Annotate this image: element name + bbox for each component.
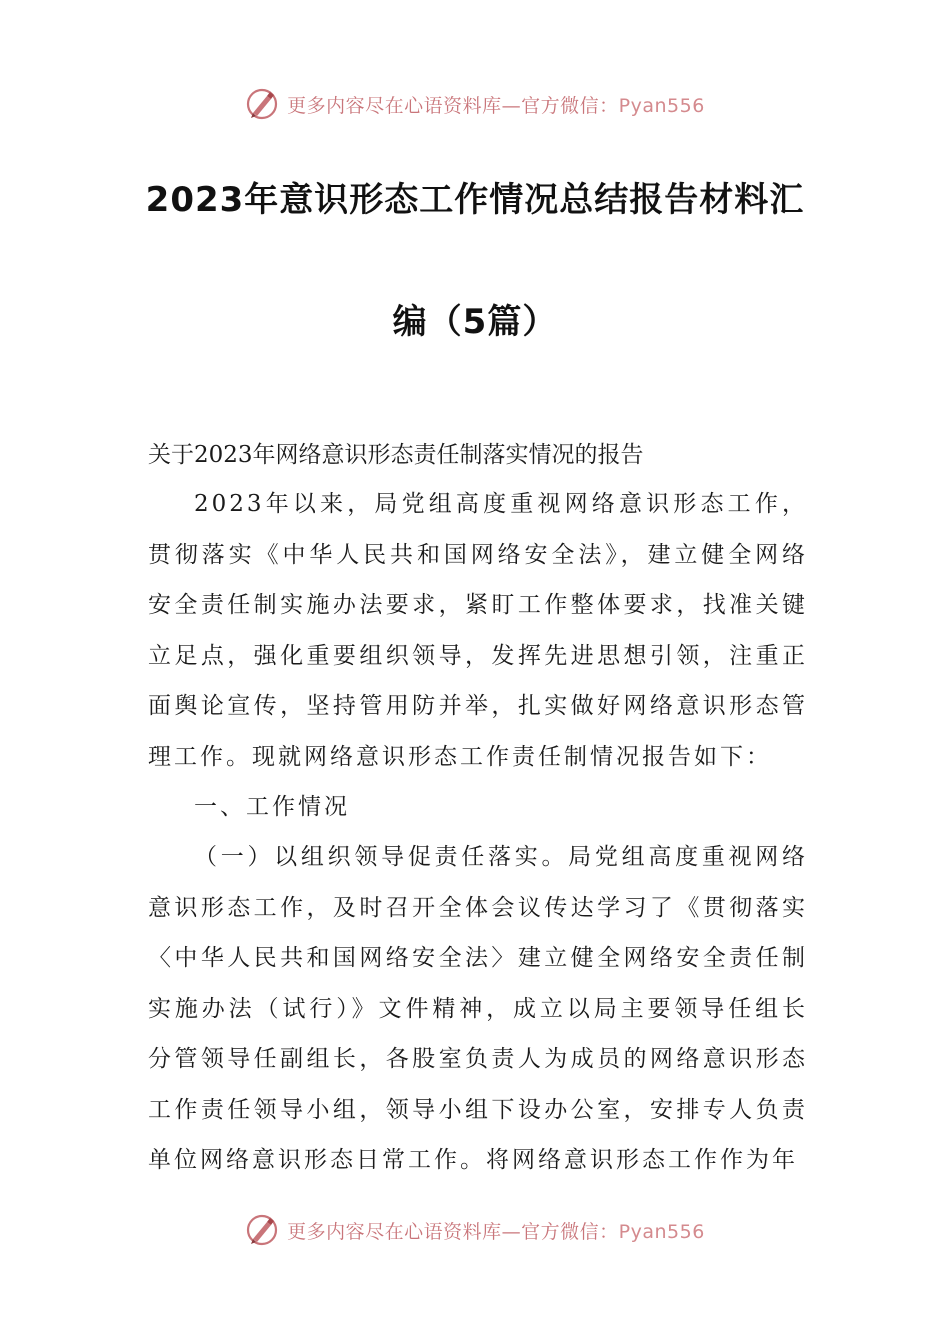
wechat-id: Pyan556	[618, 1220, 705, 1243]
pen-logo-icon	[245, 87, 279, 121]
paragraph-organization: （一）以组织领导促责任落实。局党组高度重视网络意识形态工作，及时召开全体会议传达学习了《贯彻落实〈中华人民共和国网络安全法〉建立健全网络安全责任制实施办法（试行）》文件精神，成立以局主要领导任组长分管领导任副组长，各股室负责人为成员的网络意识形态工作责任领导小组，领导小组下设办公室，安排专人负责单位网络意识形态日常工作。将网络意识形态工作作为年	[148, 844, 808, 1173]
document-title-line2: 编（5篇）	[392, 302, 558, 342]
section-heading: 一、工作情况	[194, 794, 350, 820]
paragraph-intro: 2023年以来，局党组高度重视网络意识形态工作，贯彻落实《中华人民共和国网络安全法》，建立健全网络安全责任制实施办法要求，紧盯工作整体要求，找准关键立足点，强化重要组织领导，发挥先进思想引领，注重正面舆论宣传，坚持管用防并举，扎实做好网络意识形态管理工作。现就网络意识形态工作责任制情况报告如下：	[148, 491, 808, 770]
watermark-text: 更多内容尽在心语资料库—官方微信：Pyan556	[287, 94, 705, 117]
wechat-id: Pyan556	[618, 94, 705, 117]
document-title-line1: 2023年意识形态工作情况总结报告材料汇	[145, 180, 805, 220]
watermark-footer	[0, 1208, 950, 1252]
pen-logo-icon	[245, 1213, 279, 1247]
report-subtitle: 关于2023年网络意识形态责任制落实情况的报告	[148, 442, 644, 468]
watermark-text: 更多内容尽在心语资料库—官方微信：Pyan556	[287, 1220, 705, 1243]
watermark-header	[0, 82, 950, 126]
